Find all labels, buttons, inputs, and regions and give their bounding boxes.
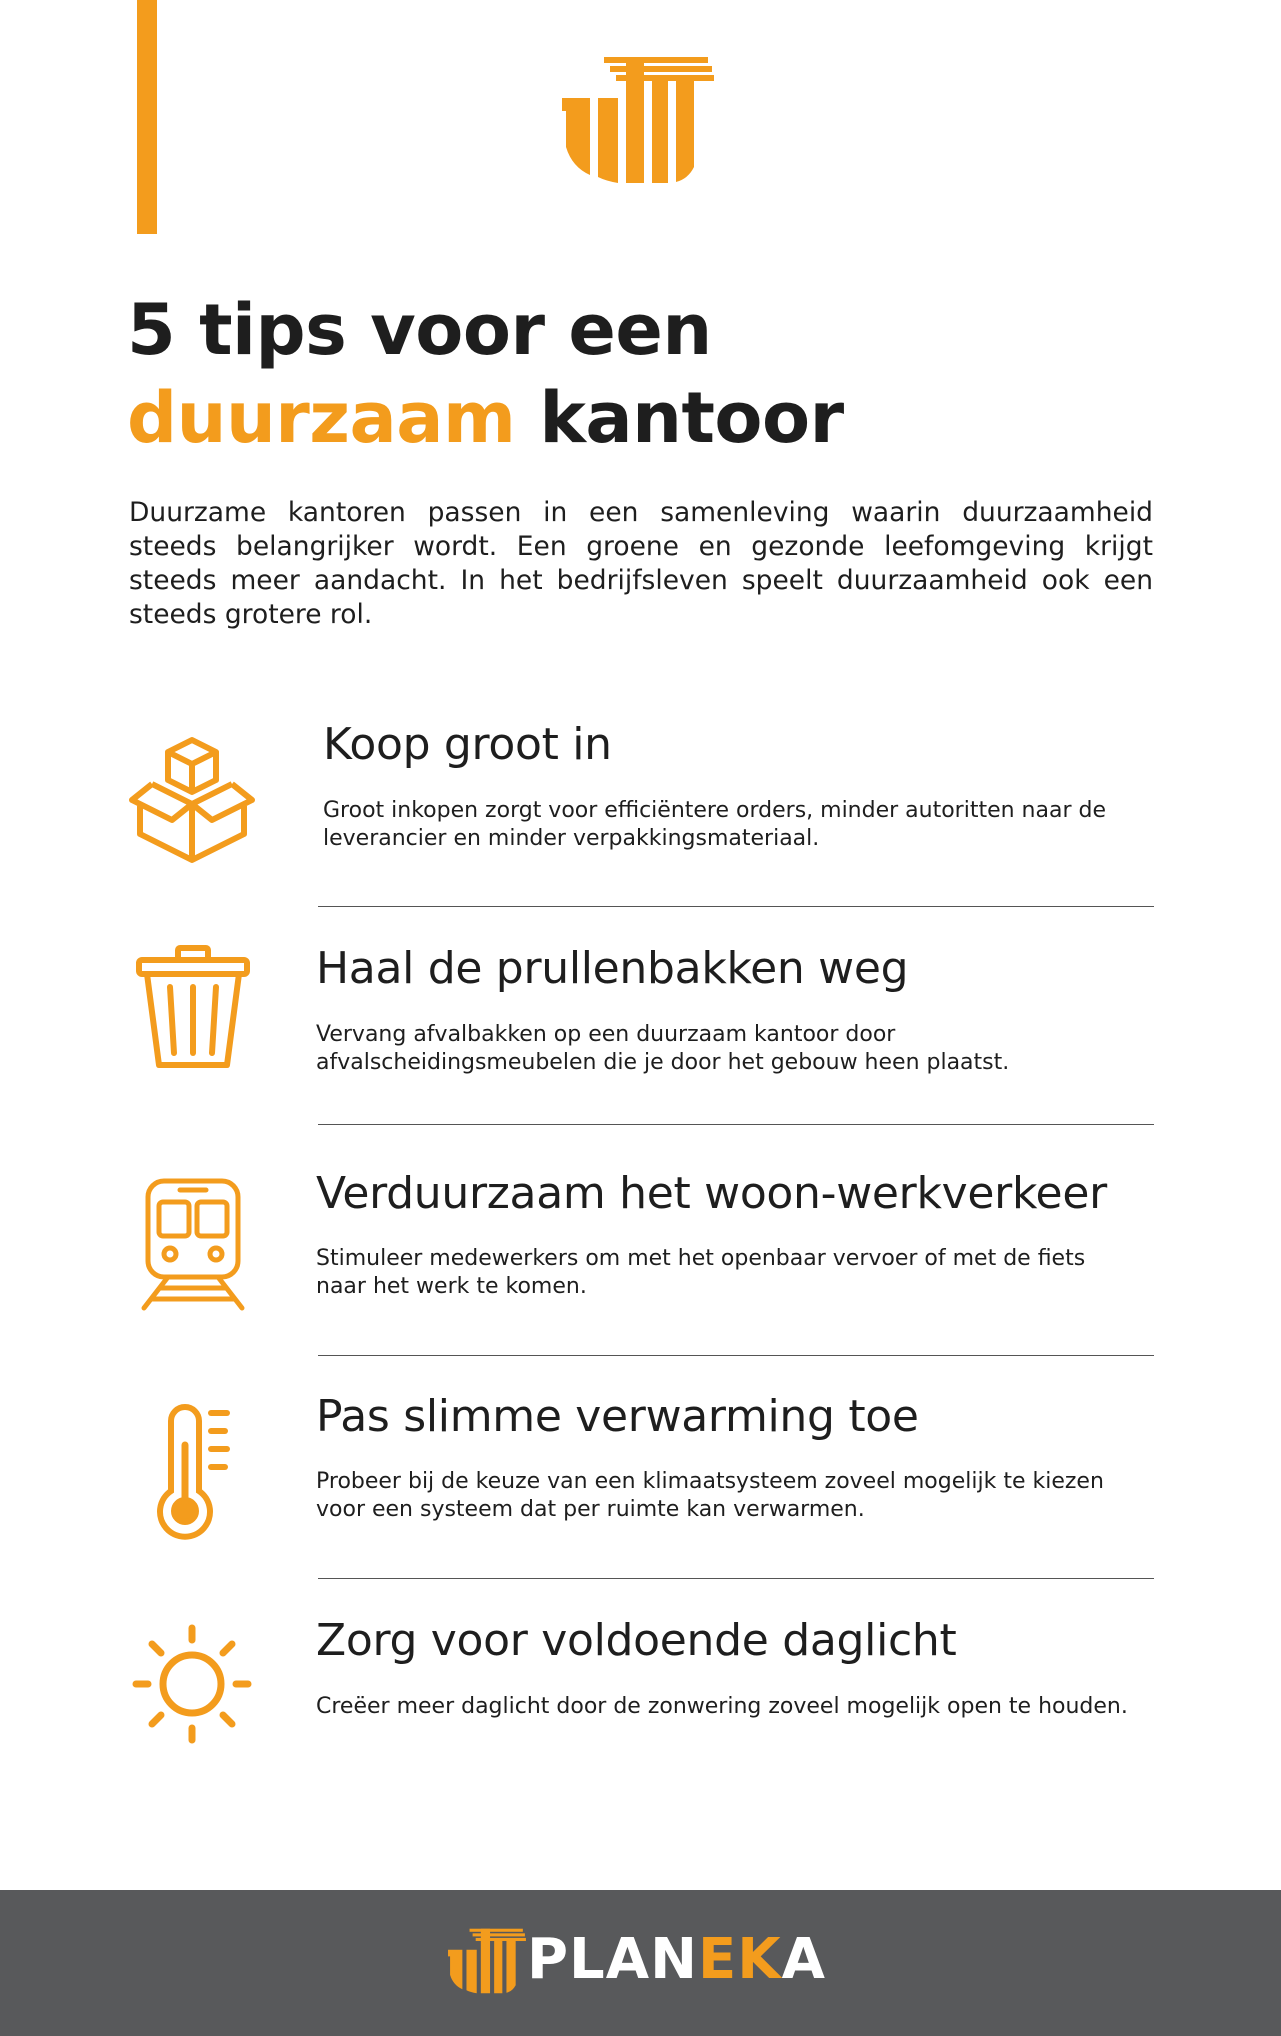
brand-part-2: EK — [697, 1927, 782, 1992]
accent-bar — [137, 0, 157, 234]
tip-title: Zorg voor voldoende daglicht — [316, 1615, 957, 1666]
divider — [318, 906, 1154, 907]
brand-part-3: A — [781, 1927, 826, 1992]
title-highlight: duurzaam — [127, 377, 516, 459]
title-line-1: 5 tips voor een — [127, 289, 712, 371]
divider — [318, 1355, 1154, 1356]
tip-title: Pas slimme verwarming toe — [316, 1391, 919, 1442]
divider — [318, 1578, 1154, 1579]
intro-paragraph: Duurzame kantoren passen in een samenleving waarin duurzaamheid steeds belangrijker wordt. Een groene en gezonde leefomgeving krijgt steeds meer aandacht. In het bedrijfsleven speelt duurzaamheid ook een steeds grotere rol. — [129, 497, 1153, 630]
footer — [0, 1890, 1281, 2036]
tip-text: Groot inkopen zorgt voor efficiëntere orders, minder autoritten naar de leverancier en minder verpakkingsmateriaal. — [323, 798, 1106, 851]
tip-title: Verduurzaam het woon-werkverkeer — [316, 1168, 1107, 1219]
thermometer-icon — [153, 1401, 233, 1541]
sun-icon — [131, 1623, 253, 1745]
planeka-logo-icon — [447, 1927, 529, 1995]
planeka-logo-icon — [560, 55, 720, 185]
tip-title: Koop groot in — [323, 719, 612, 770]
tip-text: Stimuleer medewerkers om met het openbaar vervoer of met de fiets naar het werk te komen. — [316, 1246, 1086, 1299]
trash-bin-icon — [136, 945, 250, 1071]
title-line-2 — [127, 374, 844, 462]
page-title — [127, 286, 844, 462]
title-line-2-rest: kantoor — [515, 377, 844, 459]
tip-text: Vervang afvalbakken op een duurzaam kantoor door afvalscheidingsmeubelen die je door het gebouw heen plaatst. — [316, 1022, 1010, 1075]
tip-text: Creëer meer daglicht door de zonwering zoveel mogelijk open te houden. — [316, 1694, 1128, 1719]
tip-text: Probeer bij de keuze van een klimaatsysteem zoveel mogelijk te kiezen voor een systeem dat per ruimte kan verwarmen. — [316, 1469, 1104, 1522]
box-icon — [128, 736, 256, 866]
divider — [318, 1124, 1154, 1125]
train-icon — [140, 1178, 246, 1312]
footer-brand-name — [527, 1928, 826, 1992]
brand-part-1: PLAN — [527, 1927, 698, 1992]
tip-title: Haal de prullenbakken weg — [316, 943, 909, 994]
